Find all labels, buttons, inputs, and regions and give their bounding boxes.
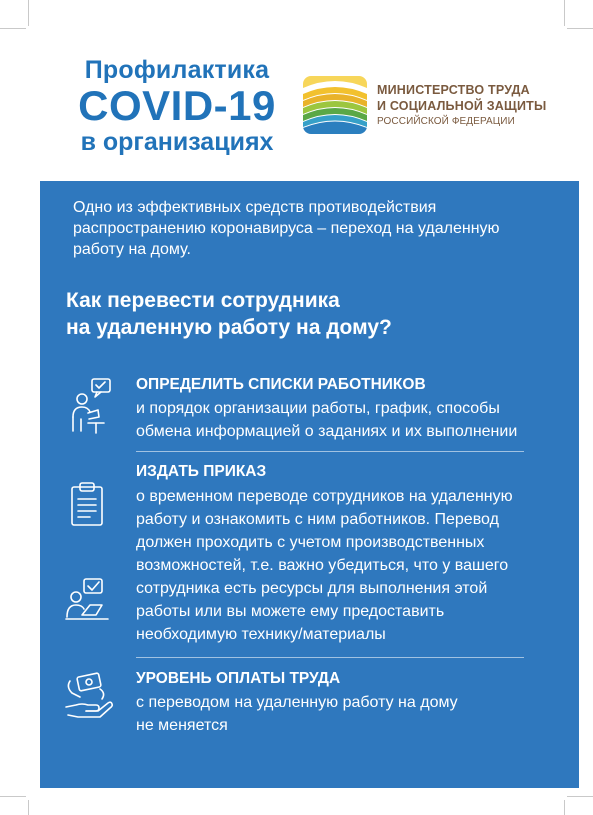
item-line: возможностей, т.е. важно убедиться, что у вашего: [136, 557, 509, 574]
item-body: [136, 397, 556, 443]
person-laptop-check-icon: [64, 577, 112, 627]
title-line-1: Профилактика: [84, 56, 270, 84]
intro-line: Одно из эффективных средств противодействия: [73, 199, 437, 216]
ministry-name: [377, 82, 546, 129]
title-block: [72, 56, 282, 156]
crop-mark-bottom-right-h: [567, 796, 593, 797]
crop-mark-top-right-v: [564, 0, 565, 26]
item-line: сотрудника есть ресурсы для выполнения этой: [136, 580, 488, 597]
hand-money-icon: [64, 671, 116, 721]
question-line: на удаленную работу на дому?: [66, 316, 392, 339]
person-chat-icon: [68, 377, 116, 435]
separator: [136, 657, 524, 658]
title-line-3: в организациях: [80, 128, 274, 156]
intro-line: распространению коронавируса – переход на удаленную: [73, 220, 500, 237]
intro-text: [73, 197, 573, 260]
item-line: не меняется: [136, 717, 228, 734]
item-line: о временном переводе сотрудников на удаленную: [136, 488, 513, 505]
ministry-line-3: РОССИЙСКОЙ ФЕДЕРАЦИИ: [377, 116, 515, 127]
item-line: работу и ознакомить с ним работников. Перевод: [136, 511, 499, 528]
item-heading: ОПРЕДЕЛИТЬ СПИСКИ РАБОТНИКОВ: [136, 376, 426, 393]
question-line: Как перевести сотрудника: [66, 289, 340, 312]
item-heading: УРОВЕНЬ ОПЛАТЫ ТРУДА: [136, 670, 341, 687]
crop-mark-bottom-left-h: [0, 796, 26, 797]
clipboard-icon: [68, 481, 108, 527]
item-line: необходимую технику/материалы: [136, 626, 386, 643]
info-panel: [40, 181, 579, 788]
item-body: [136, 691, 556, 737]
crop-mark-top-left-v: [28, 0, 29, 26]
item-line: и порядок организации работы, график, способы: [136, 400, 500, 417]
intro-line: работу на дому.: [73, 241, 191, 258]
title-line-2: COVID-19: [78, 82, 276, 129]
separator: [136, 451, 524, 452]
crop-mark-top-left-h: [0, 28, 26, 29]
ministry-line-1: МИНИСТЕРСТВО ТРУДА: [377, 83, 530, 97]
crop-mark-bottom-right-v: [564, 800, 565, 815]
crop-mark-bottom-left-v: [28, 800, 29, 815]
crop-mark-top-right-h: [567, 28, 593, 29]
item-line: с переводом на удаленную работу на дому: [136, 694, 458, 711]
item-line: работы или вы можете ему предоставить: [136, 603, 445, 620]
item-line: обмена информацией о заданиях и их выполнении: [136, 423, 518, 440]
item-heading: ИЗДАТЬ ПРИКАЗ: [136, 463, 267, 480]
question-heading: [66, 287, 566, 341]
item-body: [136, 485, 556, 646]
ministry-logo-icon: [303, 76, 367, 134]
item-line: должен проходить с учетом производственных: [136, 534, 485, 551]
ministry-line-2: И СОЦИАЛЬНОЙ ЗАЩИТЫ: [377, 99, 547, 113]
